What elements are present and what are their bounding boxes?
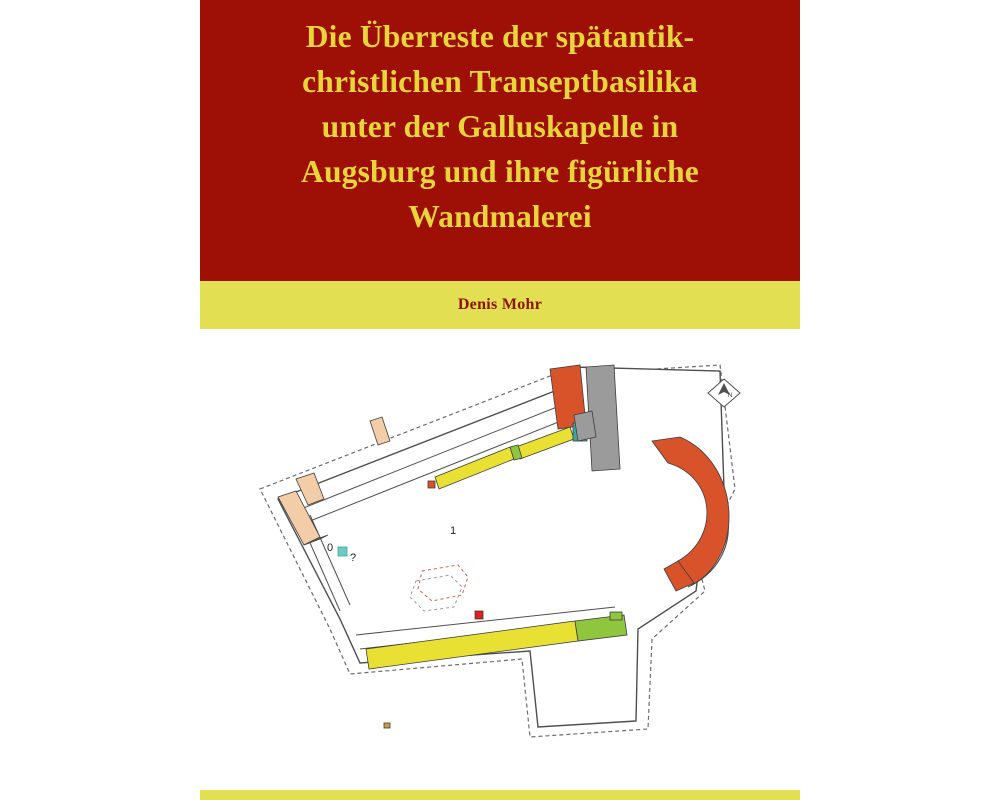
bottom-accent-band (200, 790, 800, 800)
grey-block-upper (574, 411, 596, 441)
title-line-5: Wandmalerei (408, 199, 592, 234)
archaeological-ground-plan (200, 329, 800, 784)
teal-marker-west (338, 547, 347, 556)
plan-label-question: ? (350, 552, 357, 564)
title-line-3: unter der Galluskapelle in (321, 109, 679, 144)
title-line-1: Die Überreste der spätantik- (305, 19, 695, 54)
title-band (200, 0, 800, 281)
page-title (222, 14, 778, 239)
illustration-area (200, 329, 800, 784)
red-marker-south (475, 611, 483, 619)
author-name: Denis Mohr (457, 296, 543, 313)
cover-container (200, 0, 800, 800)
orange-marker-nave (428, 481, 435, 488)
beige-pillar (370, 417, 390, 445)
title-line-4: Augsburg und ihre figürliche (301, 154, 699, 189)
green-marker-south (610, 612, 622, 620)
small-marker-bottom (384, 723, 390, 728)
north-arrow-label: N (728, 393, 733, 399)
plan-label-1: 1 (450, 525, 457, 537)
author-band (200, 281, 800, 329)
title-line-2: christlichen Transeptbasilika (302, 64, 698, 99)
plan-label-0: 0 (327, 542, 334, 554)
